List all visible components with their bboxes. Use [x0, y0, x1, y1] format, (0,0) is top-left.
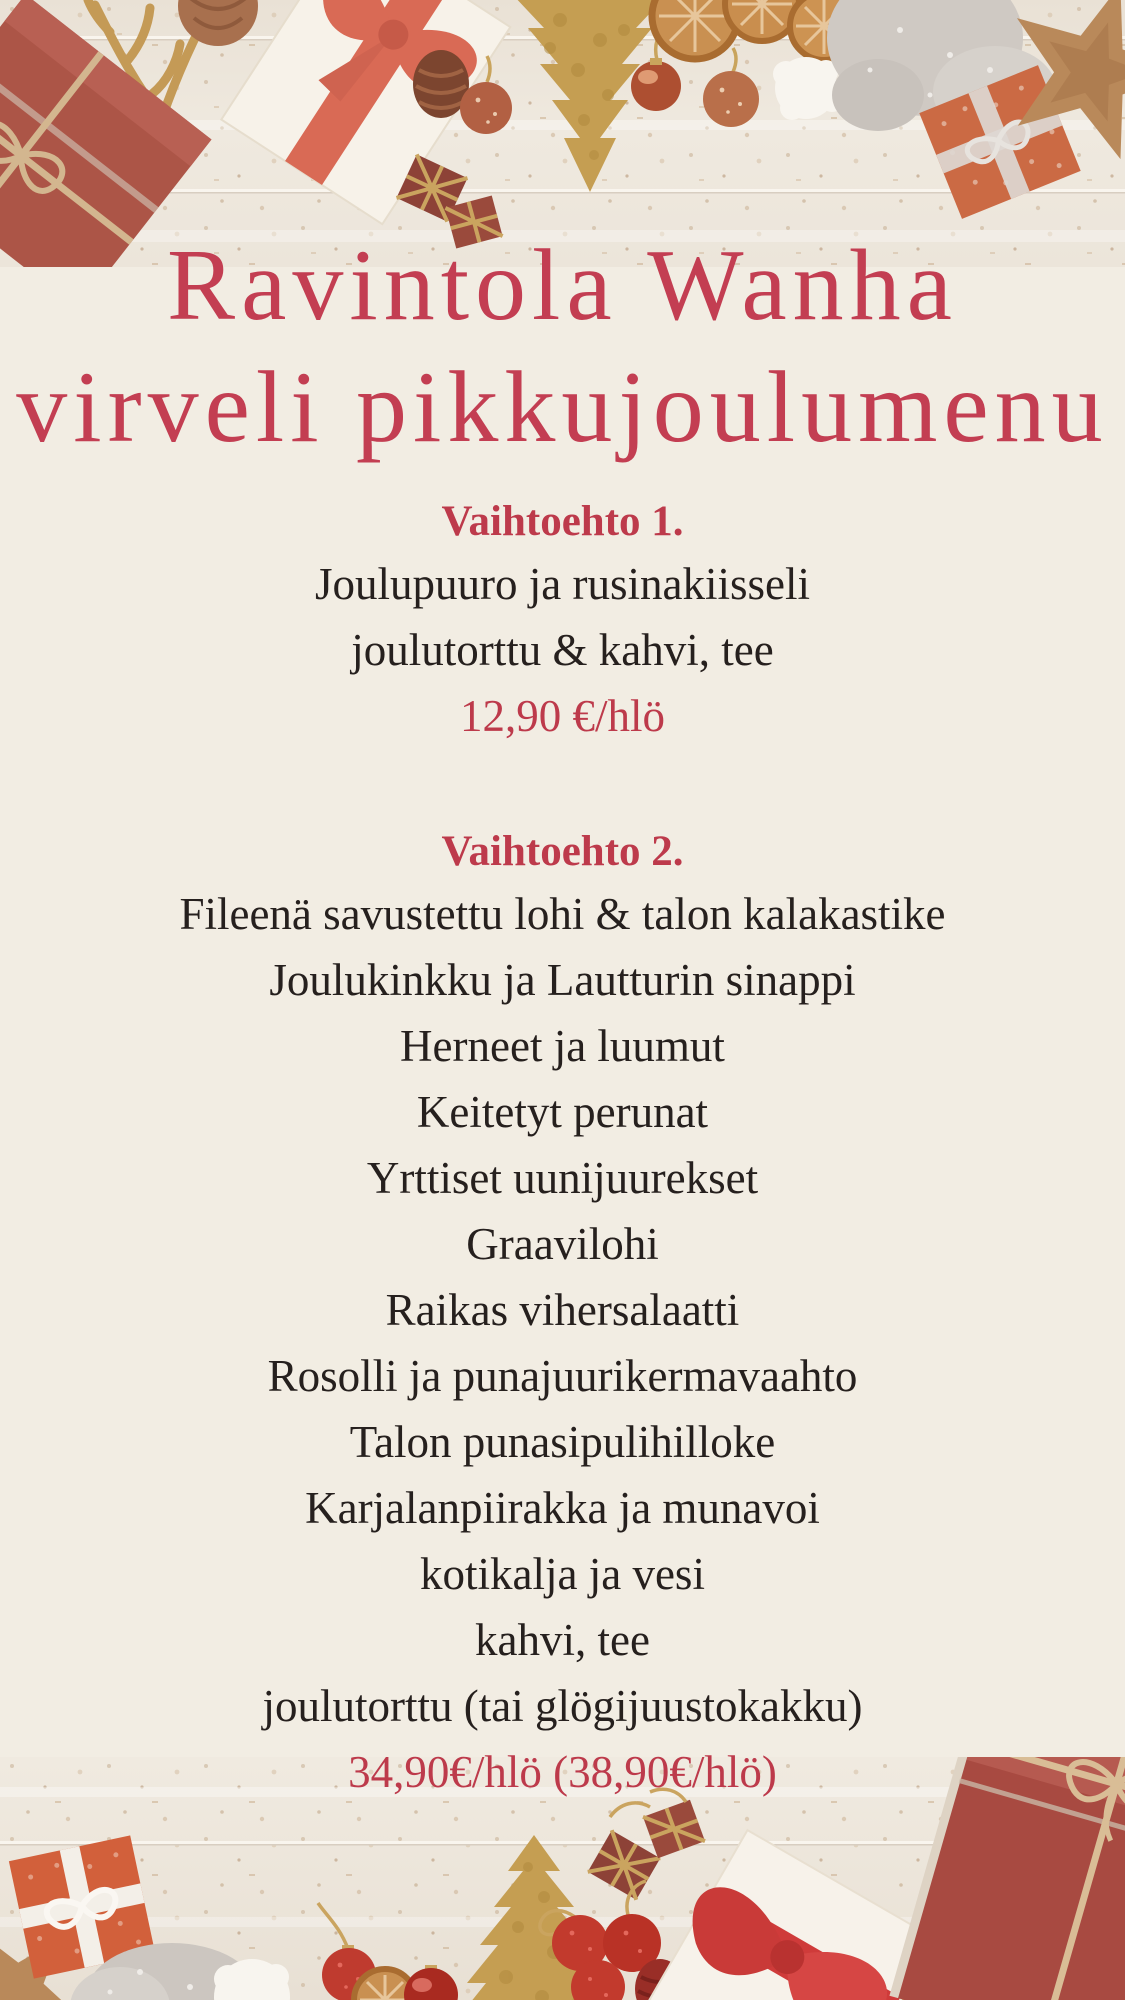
- section-2-price: 34,90€/hlö (38,90€/hlö): [348, 1747, 777, 1797]
- section-1-items: [0, 551, 1125, 749]
- menu-item: joulutorttu & kahvi, tee: [351, 625, 774, 675]
- menu-item: kotikalja ja vesi: [420, 1549, 705, 1599]
- menu-item: Herneet ja luumut: [400, 1021, 725, 1071]
- section-1-price: 12,90 €/hlö: [459, 691, 665, 741]
- menu-item: Graavilohi: [466, 1219, 659, 1269]
- section-1-heading: Vaihtoehto 1.: [441, 498, 684, 545]
- menu-item: Rosolli ja punajuurikermavaahto: [267, 1351, 858, 1401]
- menu-item: Raikas vihersalaatti: [385, 1285, 740, 1335]
- title-line-2: virveli pikkujoulumenu: [16, 351, 1109, 464]
- menu-item: Joulupuuro ja rusinakiisseli: [315, 559, 810, 609]
- menu-item: kahvi, tee: [475, 1615, 650, 1665]
- title-line-1: Ravintola Wanha: [167, 229, 958, 342]
- menu-item: Fileenä savustettu lohi & talon kalakastike: [179, 889, 946, 939]
- menu-item: Keitetyt perunat: [416, 1087, 709, 1137]
- menu-item: Talon punasipulihilloke: [349, 1417, 776, 1467]
- menu-item: Joulukinkku ja Lautturin sinappi: [269, 955, 856, 1005]
- menu-item: Yrttiset uunijuurekset: [366, 1153, 759, 1203]
- menu-item: joulutorttu (tai glögijuustokakku): [262, 1681, 863, 1731]
- section-2-heading: Vaihtoehto 2.: [441, 828, 684, 875]
- menu-item: Karjalanpiirakka ja munavoi: [305, 1483, 820, 1533]
- page-title: [0, 225, 1125, 469]
- section-2-items: [0, 881, 1125, 1805]
